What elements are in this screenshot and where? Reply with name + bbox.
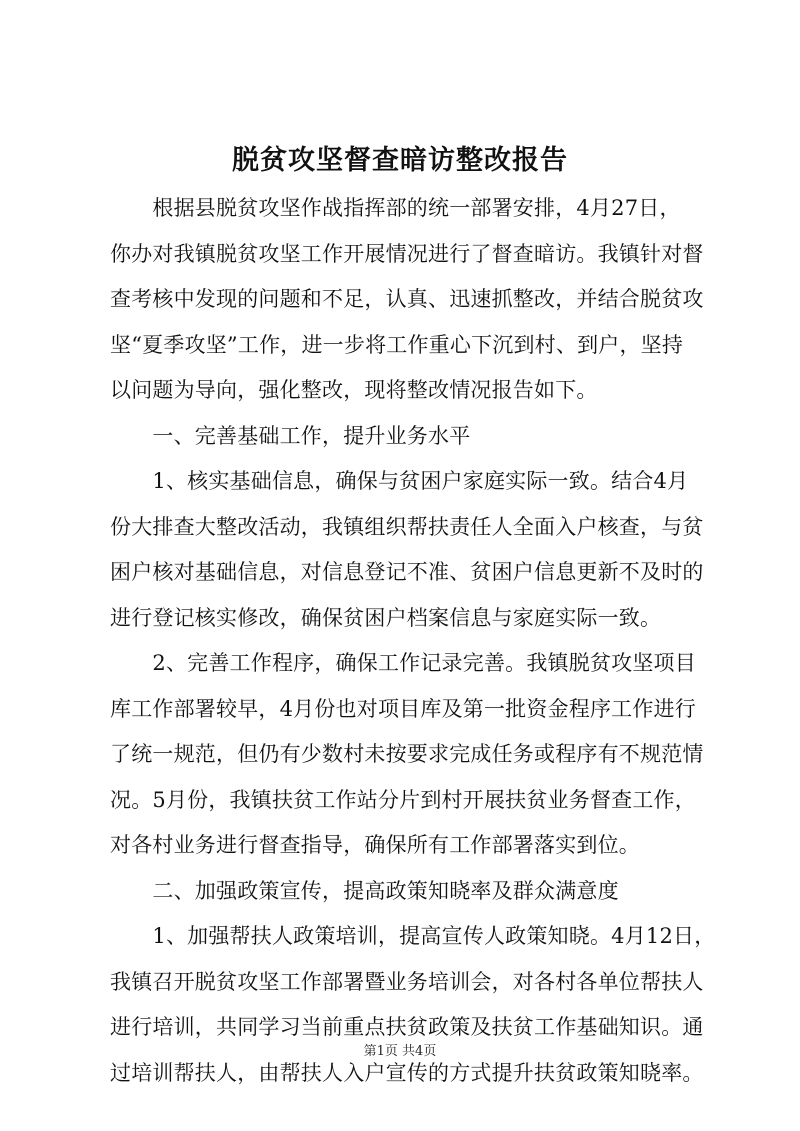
paragraph-line: 以问题为导向，强化整改，现将整改情况报告如下。	[110, 378, 598, 402]
section-heading: 二、加强政策宣传，提高政策知晓率及群众满意度	[110, 878, 619, 903]
paragraph-line: 了统一规范，但仍有少数村未按要求完成任务或程序有不规范情	[110, 742, 704, 766]
paragraph-line: 查考核中发现的问题和不足，认真、迅速抓整改，并结合脱贫攻	[110, 287, 704, 311]
paragraph-line: 坚“夏季攻坚”工作，进一步将工作重心下沉到村、到户，坚持	[110, 332, 684, 357]
paragraph-line: 对各村业务进行督查指导，确保所有工作部署落实到位。	[110, 833, 640, 857]
paragraph-line: 困户核对基础信息，对信息登记不准、贫困户信息更新不及时的	[110, 560, 704, 584]
paragraph-line: 过培训帮扶人，由帮扶人入户宣传的方式提升扶贫政策知晓率。	[110, 1060, 704, 1085]
paragraph-line: 1、核实基础信息，确保与贫困户家庭实际一致。结合4月	[110, 469, 689, 493]
document-title: 脱贫攻坚督查暗访整改报告	[232, 145, 568, 176]
paragraph-line: 我镇召开脱贫攻坚工作部署暨业务培训会，对各村各单位帮扶人	[110, 969, 704, 994]
paragraph-line: 况。5月份，我镇扶贫工作站分片到村开展扶贫业务督查工作，	[110, 787, 696, 812]
paragraph-line: 2、完善工作程序，确保工作记录完善。我镇脱贫攻坚项目	[110, 651, 696, 675]
page-number: 第1页 共4页	[363, 1044, 437, 1059]
paragraph-line: 1、加强帮扶人政策培训，提高宣传人政策知晓。4月12日，	[110, 924, 716, 948]
paragraph-line: 你办对我镇脱贫攻坚工作开展情况进行了督查暗访。我镇针对督	[110, 241, 704, 266]
paragraph-line: 份大排查大整改活动，我镇组织帮扶责任人全面入户核查，与贫	[110, 514, 704, 539]
paragraph-line: 库工作部署较早，4月份也对项目库及第一批资金程序工作进行	[110, 696, 696, 721]
document-body	[110, 186, 715, 1096]
paragraph-line: 根据县脱贫攻坚作战指挥部的统一部署安排，4月27日，	[110, 196, 681, 220]
paragraph-line: 进行登记核实修改，确保贫困户档案信息与家庭实际一致。	[110, 605, 662, 630]
paragraph-line: 进行培训，共同学习当前重点扶贫政策及扶贫工作基础知识。通	[110, 1015, 704, 1039]
section-heading: 一、完善基础工作，提升业务水平	[110, 423, 471, 448]
